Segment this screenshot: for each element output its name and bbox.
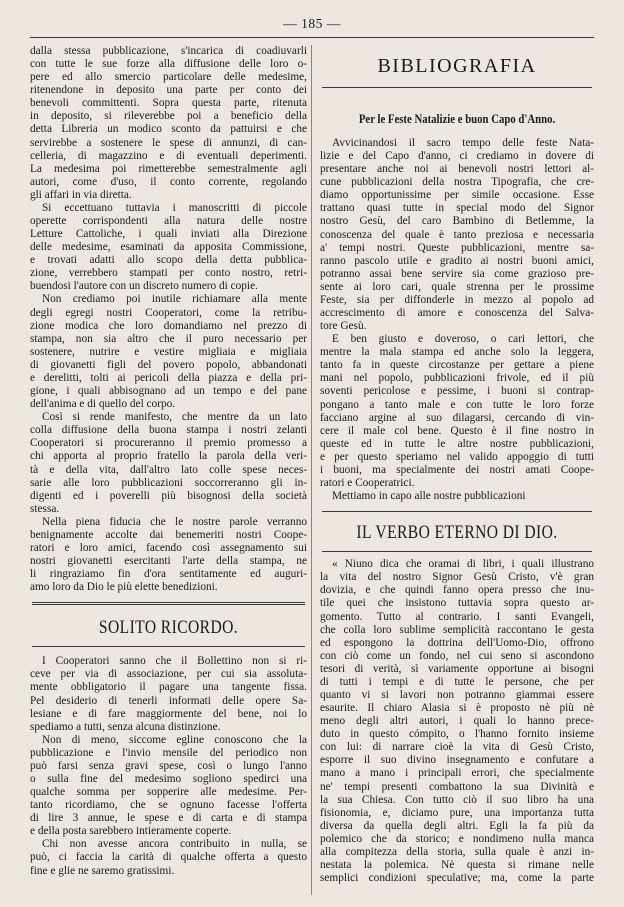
text-line: o sulla fine del medesimo sogliono spedirci una [30, 772, 307, 785]
text-line: trattano quasi tutte in special modo del Signor [320, 202, 594, 215]
text-line: qualche somma per sopperire alle medesime. Per- [30, 786, 307, 799]
text-line: digenti ed i poverelli più bisognosi della società [30, 489, 307, 502]
text-line: esaurite. Il chiaro Alasia si è proposto nè più nè [320, 702, 594, 715]
text-line: di tutti i tempi e di tutte le persone, che per [320, 675, 594, 688]
text-line: ratori e Cooperatrici. [320, 477, 415, 490]
text-line: zione modica che loro domandiamo nel prezzo di [30, 319, 307, 332]
text-line: i buoni, ma specialmente dei nostri amati Coope- [320, 463, 594, 476]
text-line: sente ai loro cari, quale strenna per le prossime [320, 280, 594, 293]
text-line: e della posta sarebbero intieramente coperte. [30, 825, 232, 838]
text-line: servirebbe a sostenere le spese di annunzi, di can- [30, 136, 307, 149]
text-line: gli affari in via diretta. [30, 188, 132, 201]
text-line: tile quei che insistono tuttavia sopra questo ar- [320, 597, 594, 610]
text-line: dalla stessa pubblicazione, s'incarica di coadiuvarli [30, 45, 307, 57]
text-line: Chi non avesse ancora contribuito in nulla, se [42, 838, 307, 851]
text-line: Avvicinandosi il sacro tempo delle feste Nata- [332, 137, 594, 149]
text-line: « Niuno dica che oramai di libri, i quali illustrano [332, 558, 594, 571]
text-line: esporre il suo divino insegnamento e confutare a [320, 754, 594, 767]
text-line: accrescimento di amore e conoscenza del Salva- [320, 307, 594, 320]
text-line: colla diffusione della buona stampa i nostri zelanti [30, 424, 307, 437]
text-line: con lui: di narrare cioè la vita di Gesù Cristo, [320, 741, 594, 754]
text-line: diversa da quella degli altri. Egli la fa più da [320, 819, 594, 832]
text-line: queste ed in tutte le altre nostre pubblicazioni, [320, 437, 594, 450]
text-line: pongano a tanto male e con tutte le loro forze [320, 398, 594, 411]
text-line: amo loro da Dio le più elette benedizioni. [30, 581, 218, 594]
text-line: dell'anima e di quello del corpo. [30, 398, 176, 411]
text-line: con ciò come un fondo, nel cui seno si ascondono [320, 649, 594, 662]
header-rule [30, 37, 594, 38]
text-line: Così si rende manifesto, che mentre da un lato [42, 411, 307, 424]
text-line: può farsi senza gravi spese, così o lungo l'anno [30, 759, 307, 772]
text-line: che colla loro sublime semplicità raccontano le gesta [320, 623, 594, 636]
text-line: tanto ricordiamo, che se ognuno facesse l'offerta [30, 799, 307, 812]
text-line: degli egregi nostri Cooperatori, come la retribu- [30, 306, 307, 319]
section-title-solito-ricordo: SOLITO RICORDO. [98, 617, 239, 639]
text-line: chi apporta al proprio fratello la parola della veri- [30, 450, 307, 463]
text-line: Feste, sia per diffonderle in mezzo al popolo ad [320, 293, 594, 306]
text-line: dovizia, e che quindi fanno opera presso che inu- [320, 584, 594, 597]
page-number: — 185 — [283, 16, 341, 31]
text-line: tesori di verità, sì variamente opportune ai bisogni [320, 662, 594, 675]
text-line: conoscenza del quale è tanto preziosa e necessaria [320, 228, 594, 241]
text-line: Non di meno, siccome egline conoscono che la [42, 733, 307, 746]
text-line: polemico che da storico; e nondimeno nulla manca [320, 832, 594, 845]
text-line: fisionomia, e, diciamo pure, una importanza tutta [320, 806, 594, 819]
text-line: tanto fa in queste circostanze per gettare a piene [320, 359, 594, 372]
text-line: gione, i quali abbisognano ad un tempo e del pane [30, 385, 307, 398]
text-line: ed espongono la dottrina dell'Uomo-Dio, offrono [320, 636, 594, 649]
text-line: pere ed allo smercio particolare delle medesime, [30, 71, 307, 84]
text-line: lizie e del Capo d'anno, ci crediamo in dovere di [320, 150, 594, 163]
text-line: benevoli committenti. Sopra questa parte, ritenuta [30, 97, 307, 110]
subheading-feste-natalizie: Per le Feste Natalizie e buon Capo d'Anno. [358, 112, 556, 126]
text-line: con tutte le sue forze alla diffusione delle loro o- [30, 58, 307, 71]
text-line: può, ci faccia la carità di qualche offerta a questo [30, 851, 307, 864]
text-line: la vita del nostro Signor Gesù Cristo, v'è gran [320, 571, 594, 584]
text-line: delle medesime, esaminati da apposita Commissione, [30, 241, 307, 254]
text-line: benignamente accolte dai benemeriti nostri Coope- [30, 528, 307, 541]
text-line: Si eccettuano tuttavia i manoscritti di piccole [42, 201, 307, 214]
text-line: sostenere, nutrire e vestire migliaia e migliaia [30, 345, 307, 358]
text-line: presentare anche noi ai benevoli nostri lettori al- [320, 163, 594, 176]
text-line: celleria, di magazzino e di eventuali deperimenti. [30, 149, 307, 162]
text-line: quanto vi si lavori non potranno giammai essere [320, 688, 594, 701]
text-line: di lire 3 annue, le spese e di carta e di stampa [30, 812, 307, 825]
text-line: I Cooperatori sanno che il Bollettino non si ri- [42, 655, 307, 668]
text-line: ceve per via di associazione, per cui sia assoluta- [30, 668, 307, 681]
text-line: e derelitti, tolti ai pericoli della piazza e della pri- [30, 371, 307, 384]
text-line: mano a mano i principali errori, che specialmente [320, 767, 594, 780]
text-line: di giovanetti figli del povero popolo, abbandonati [30, 358, 307, 371]
text-line: Pel desiderio di tenerli informati delle opere Sa- [30, 694, 307, 707]
text-line: Non crediamo poi inutile richiamare alla mente [42, 293, 307, 306]
left-intro-text [30, 45, 307, 594]
text-line: Letture Cattoliche, i quali inviati alla Direzione [30, 228, 307, 241]
right-column [320, 45, 594, 907]
text-line: duto in questo cómpito, o l'hanno fornito insieme [320, 728, 594, 741]
text-line: nostro Gesù, del caro Bambino di Betlemme, la [320, 215, 594, 228]
text-line: facciano argine al suo dilagarsi, cercando di vin- [320, 411, 594, 424]
bibliografia-paragraph-1 [320, 137, 594, 333]
text-line: mentre la mala stampa ed anche solo la leggera, [320, 346, 594, 359]
text-line: mani nel popolo, pubblicazioni frivole, ed il più [320, 372, 594, 385]
text-line: tore Gesù. [320, 320, 367, 333]
text-line: E ben giusto e doveroso, o cari lettori, che [332, 333, 594, 346]
text-line: semplici condizioni speculative; ma, come la parte [320, 872, 594, 885]
text-line: in deposito, si rileverebbe poi a beneficio della [30, 110, 307, 123]
column-divider [311, 45, 312, 895]
verbo-eterno-paragraph [320, 558, 594, 885]
text-line: alla compitezza della storia, sulla quale è anzi in- [320, 845, 594, 858]
left-column [30, 45, 307, 907]
text-line: spediamo a tutti, senza alcuna distinzione. [30, 720, 221, 733]
text-line: pubblicazione e l'invio mensile del periodico non [30, 746, 307, 759]
text-line: zione, verrebbero stampati per conto nostro, retri- [30, 267, 307, 280]
text-line: mente obbligatorio il pagare una tangente fissa. [30, 681, 307, 694]
text-line: Cooperatori si procureranno il premio promesso a [30, 437, 307, 450]
solito-ricordo-text [30, 655, 307, 877]
text-line: ritenendone in deposito una parte per conto dei [30, 84, 307, 97]
text-line: stessa. [30, 502, 60, 515]
text-line: tà e della vita, dall'altro lato colle spese neces- [30, 463, 307, 476]
text-line: e per questo speriamo nel valido appoggio di tutti [320, 450, 594, 463]
bibliografia-paragraph-2 [320, 333, 594, 490]
text-line: detta Libreria un modico sconto da pattuirsi e che [30, 123, 307, 136]
text-line: cere il male col bene. Questo è il fine nostro in [320, 424, 594, 437]
text-line: potranno assai bene servire sia come grazioso pre- [320, 267, 594, 280]
text-line: la sua Chiesa. Con tutto ciò il suo libro ha una [320, 793, 594, 806]
text-line: stampa, non sia altro che il puro necessario per [30, 332, 307, 345]
text-line: li ringraziamo fin d'ora sentitamente ed auguri- [30, 568, 307, 581]
text-line: ratori e loro amici, facendo così assegnamento sui [30, 541, 307, 554]
text-line: lesiane e di fare maggiormente del bene, noi lo [30, 707, 307, 720]
text-line: autori, come d'uso, il conto corrente, regolando [30, 175, 307, 188]
text-line: buendosi l'autore con un discreto numero di copie. [30, 280, 258, 293]
closing-line: Mettiamo in capo alle nostre pubblicazioni [332, 490, 526, 503]
text-line: gomento. Tutto al contrario. I santi Evangeli, [320, 610, 594, 623]
text-line: fine e glie ne saremo gratissimi. [30, 864, 175, 877]
text-line: meno degli altri autori, i quali lo hanno prece- [320, 715, 594, 728]
text-line: diamo opportunissime per simile occasione. Esse [320, 189, 594, 202]
text-line: sarie alle loro pubblicazioni soccorreranno gli in- [30, 476, 307, 489]
text-line: operette corrispondenti alla natura delle nostre [30, 215, 307, 228]
text-line: soventi pericolose e pessime, i buoni si contrap- [320, 385, 594, 398]
section-title-verbo-eterno: IL VERBO ETERNO DI DIO. [356, 522, 558, 544]
text-line: cune pubblicazioni della nostra Tipografia, che cre- [320, 176, 594, 189]
text-line: ne' tempi presenti combattono la sua Divinità e [320, 780, 594, 793]
text-line: nestata la polemica. Nè questa si rimane nelle [320, 858, 594, 871]
text-line: ranno pascolo utile e gradito ai nostri buoni amici, [320, 254, 594, 267]
section-title-bibliografia: BIBLIOGRAFIA [377, 55, 537, 77]
text-line: Nella piena fiducia che le nostre parole verranno [42, 515, 307, 528]
text-line: e trovati adatti allo scopo della detta pubblica- [30, 254, 307, 267]
text-line: nostri giovanetti esercitanti l'arte della stampa, ne [30, 555, 307, 568]
text-line: a' tempi nostri. Queste pubblicazioni, mentre sa- [320, 241, 594, 254]
text-line: La medesima poi rimetterebbe semestralmente agli [30, 162, 307, 175]
